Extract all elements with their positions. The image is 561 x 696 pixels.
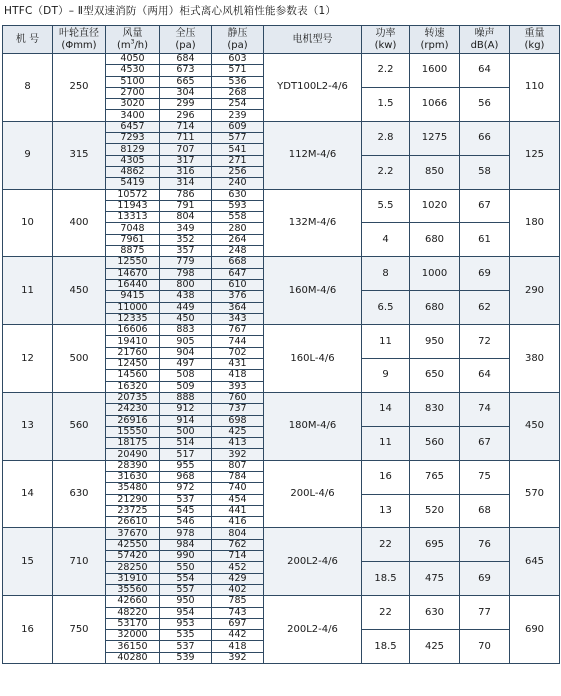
cell-total-pressure: 316 <box>160 166 212 177</box>
cell-impeller-diameter: 315 <box>53 121 106 189</box>
cell-airflow: 4305 <box>106 155 160 166</box>
cell-motor-model: 112M-4/6 <box>264 121 362 189</box>
header-weight-label: 重量 <box>524 27 545 39</box>
header-speed-label: 转速 <box>424 27 445 39</box>
cell-total-pressure: 317 <box>160 155 212 166</box>
cell-total-pressure: 517 <box>160 449 212 460</box>
cell-total-pressure: 550 <box>160 562 212 573</box>
cell-motor-model: 180M-4/6 <box>264 392 362 460</box>
cell-total-pressure: 786 <box>160 189 212 200</box>
cell-static-pressure: 280 <box>212 223 264 234</box>
cell-static-pressure: 442 <box>212 630 264 641</box>
cell-weight: 380 <box>510 325 560 393</box>
cell-total-pressure: 296 <box>160 110 212 121</box>
cell-airflow: 2700 <box>106 87 160 98</box>
cell-power: 8 <box>362 257 410 291</box>
cell-model-no: 12 <box>3 325 53 393</box>
header-weight-unit: (kg) <box>524 39 545 51</box>
page-title: HTFC（DT）– Ⅱ型双速消防（两用）柜式离心风机箱性能参数表（1） <box>4 5 337 17</box>
cell-airflow: 3020 <box>106 99 160 110</box>
cell-airflow: 28250 <box>106 562 160 573</box>
header-airflow-label: 风量 <box>122 27 143 39</box>
cell-impeller-diameter: 500 <box>53 325 106 393</box>
cell-airflow: 14670 <box>106 268 160 279</box>
cell-airflow: 5419 <box>106 178 160 189</box>
cell-static-pressure: 714 <box>212 551 264 562</box>
cell-model-no: 10 <box>3 189 53 257</box>
cell-model-no: 8 <box>3 54 53 122</box>
cell-noise: 68 <box>460 494 510 528</box>
cell-airflow: 37670 <box>106 528 160 539</box>
cell-airflow: 16440 <box>106 279 160 290</box>
cell-impeller-diameter: 630 <box>53 460 106 528</box>
cell-airflow: 16320 <box>106 381 160 392</box>
cell-static-pressure: 392 <box>212 449 264 460</box>
cell-airflow: 20490 <box>106 449 160 460</box>
cell-static-pressure: 452 <box>212 562 264 573</box>
cell-static-pressure: 762 <box>212 539 264 550</box>
cell-airflow: 4530 <box>106 65 160 76</box>
cell-static-pressure: 698 <box>212 415 264 426</box>
header-model-no-label: 机 号 <box>15 33 40 45</box>
cell-total-pressure: 953 <box>160 618 212 629</box>
cell-airflow: 8129 <box>106 144 160 155</box>
cell-speed: 560 <box>410 426 460 460</box>
cell-motor-model: 200L2-4/6 <box>264 596 362 664</box>
cell-speed: 520 <box>410 494 460 528</box>
cell-noise: 62 <box>460 291 510 325</box>
cell-airflow: 7048 <box>106 223 160 234</box>
header-impeller-label: 叶轮直径 <box>59 27 99 39</box>
cell-speed: 475 <box>410 562 460 596</box>
cell-power: 9 <box>362 359 410 393</box>
table-header <box>3 26 560 54</box>
cell-static-pressure: 431 <box>212 359 264 370</box>
cell-speed: 630 <box>410 596 460 630</box>
cell-noise: 67 <box>460 189 510 223</box>
cell-power: 22 <box>362 528 410 562</box>
table-row <box>3 596 560 607</box>
cell-airflow: 26610 <box>106 517 160 528</box>
cell-total-pressure: 514 <box>160 438 212 449</box>
cell-power: 2.8 <box>362 121 410 155</box>
cell-total-pressure: 299 <box>160 99 212 110</box>
cell-total-pressure: 537 <box>160 494 212 505</box>
cell-static-pressure: 413 <box>212 438 264 449</box>
cell-static-pressure: 376 <box>212 291 264 302</box>
cell-airflow: 24230 <box>106 404 160 415</box>
cell-power: 14 <box>362 392 410 426</box>
header-static-pressure <box>212 26 264 54</box>
header-row <box>3 26 560 54</box>
cell-static-pressure: 668 <box>212 257 264 268</box>
cell-impeller-diameter: 450 <box>53 257 106 325</box>
cell-motor-model: YDT100L2-4/6 <box>264 54 362 122</box>
header-impeller-unit: (Φmm) <box>61 39 97 51</box>
cell-weight: 125 <box>510 121 560 189</box>
cell-motor-model: 200L-4/6 <box>264 460 362 528</box>
cell-total-pressure: 314 <box>160 178 212 189</box>
cell-total-pressure: 904 <box>160 347 212 358</box>
cell-static-pressure: 418 <box>212 370 264 381</box>
cell-power: 18.5 <box>362 562 410 596</box>
cell-airflow: 5100 <box>106 76 160 87</box>
cell-static-pressure: 784 <box>212 471 264 482</box>
cell-total-pressure: 984 <box>160 539 212 550</box>
table-row <box>3 54 560 65</box>
cell-airflow: 13313 <box>106 212 160 223</box>
cell-noise: 66 <box>460 121 510 155</box>
cell-weight: 180 <box>510 189 560 257</box>
table-row <box>3 257 560 268</box>
cell-total-pressure: 914 <box>160 415 212 426</box>
cell-noise: 61 <box>460 223 510 257</box>
cell-model-no: 15 <box>3 528 53 596</box>
cell-total-pressure: 357 <box>160 246 212 257</box>
cell-total-pressure: 978 <box>160 528 212 539</box>
cell-total-pressure: 546 <box>160 517 212 528</box>
cell-noise: 75 <box>460 460 510 494</box>
cell-total-pressure: 972 <box>160 483 212 494</box>
cell-noise: 77 <box>460 596 510 630</box>
cell-power: 5.5 <box>362 189 410 223</box>
header-total-pressure-unit: (pa) <box>175 39 196 51</box>
cell-total-pressure: 539 <box>160 652 212 663</box>
header-noise-label: 噪声 <box>474 27 495 39</box>
cell-noise: 74 <box>460 392 510 426</box>
header-impeller <box>53 26 106 54</box>
cell-speed: 1000 <box>410 257 460 291</box>
cell-impeller-diameter: 400 <box>53 189 106 257</box>
cell-speed: 680 <box>410 223 460 257</box>
header-total-pressure <box>160 26 212 54</box>
header-total-pressure-label: 全压 <box>175 27 196 39</box>
cell-total-pressure: 912 <box>160 404 212 415</box>
cell-total-pressure: 537 <box>160 641 212 652</box>
cell-speed: 830 <box>410 392 460 426</box>
header-model-no <box>3 26 53 54</box>
cell-static-pressure: 364 <box>212 302 264 313</box>
cell-motor-model: 200L2-4/6 <box>264 528 362 596</box>
cell-static-pressure: 536 <box>212 76 264 87</box>
cell-motor-model: 132M-4/6 <box>264 189 362 257</box>
table-row <box>3 121 560 132</box>
cell-power: 16 <box>362 460 410 494</box>
cell-static-pressure: 593 <box>212 200 264 211</box>
cell-total-pressure: 954 <box>160 607 212 618</box>
cell-static-pressure: 264 <box>212 234 264 245</box>
header-airflow-unit: (m <box>116 39 131 51</box>
cell-speed: 1600 <box>410 54 460 88</box>
cell-static-pressure: 541 <box>212 144 264 155</box>
cell-airflow: 23725 <box>106 505 160 516</box>
cell-total-pressure: 545 <box>160 505 212 516</box>
header-airflow-unit-tail: /h) <box>134 39 149 51</box>
cell-total-pressure: 673 <box>160 65 212 76</box>
cell-power: 4 <box>362 223 410 257</box>
cell-airflow: 20735 <box>106 392 160 403</box>
cell-speed: 680 <box>410 291 460 325</box>
cell-noise: 72 <box>460 325 510 359</box>
cell-weight: 450 <box>510 392 560 460</box>
cell-total-pressure: 449 <box>160 302 212 313</box>
cell-total-pressure: 968 <box>160 471 212 482</box>
header-weight <box>510 26 560 54</box>
table-row <box>3 189 560 200</box>
cell-total-pressure: 509 <box>160 381 212 392</box>
cell-static-pressure: 785 <box>212 596 264 607</box>
cell-static-pressure: 268 <box>212 87 264 98</box>
cell-total-pressure: 352 <box>160 234 212 245</box>
cell-power: 13 <box>362 494 410 528</box>
cell-airflow: 18175 <box>106 438 160 449</box>
cell-airflow: 12335 <box>106 313 160 324</box>
cell-power: 6.5 <box>362 291 410 325</box>
cell-static-pressure: 454 <box>212 494 264 505</box>
cell-static-pressure: 429 <box>212 573 264 584</box>
table-row <box>3 460 560 471</box>
cell-impeller-diameter: 250 <box>53 54 106 122</box>
table-row <box>3 325 560 336</box>
cell-static-pressure: 343 <box>212 313 264 324</box>
cell-total-pressure: 497 <box>160 359 212 370</box>
cell-impeller-diameter: 560 <box>53 392 106 460</box>
cell-noise: 76 <box>460 528 510 562</box>
cell-total-pressure: 955 <box>160 460 212 471</box>
header-static-pressure-label: 静压 <box>227 27 248 39</box>
cell-airflow: 32000 <box>106 630 160 641</box>
cell-static-pressure: 743 <box>212 607 264 618</box>
cell-speed: 425 <box>410 630 460 664</box>
cell-static-pressure: 577 <box>212 133 264 144</box>
cell-speed: 950 <box>410 325 460 359</box>
cell-total-pressure: 798 <box>160 268 212 279</box>
cell-total-pressure: 888 <box>160 392 212 403</box>
cell-airflow: 7961 <box>106 234 160 245</box>
cell-airflow: 4862 <box>106 166 160 177</box>
cell-static-pressure: 630 <box>212 189 264 200</box>
cell-noise: 69 <box>460 257 510 291</box>
cell-airflow: 16606 <box>106 325 160 336</box>
cell-airflow: 12450 <box>106 359 160 370</box>
cell-static-pressure: 441 <box>212 505 264 516</box>
cell-weight: 110 <box>510 54 560 122</box>
cell-total-pressure: 508 <box>160 370 212 381</box>
cell-model-no: 14 <box>3 460 53 528</box>
cell-airflow: 57420 <box>106 551 160 562</box>
cell-static-pressure: 271 <box>212 155 264 166</box>
cell-noise: 56 <box>460 87 510 121</box>
cell-total-pressure: 711 <box>160 133 212 144</box>
cell-power: 22 <box>362 596 410 630</box>
cell-motor-model: 160L-4/6 <box>264 325 362 393</box>
cell-speed: 1275 <box>410 121 460 155</box>
cell-airflow: 12550 <box>106 257 160 268</box>
header-noise <box>460 26 510 54</box>
cell-model-no: 11 <box>3 257 53 325</box>
cell-power: 11 <box>362 426 410 460</box>
cell-noise: 69 <box>460 562 510 596</box>
table-row <box>3 528 560 539</box>
cell-static-pressure: 239 <box>212 110 264 121</box>
cell-static-pressure: 402 <box>212 584 264 595</box>
cell-impeller-diameter: 710 <box>53 528 106 596</box>
cell-static-pressure: 603 <box>212 54 264 65</box>
cell-airflow: 11943 <box>106 200 160 211</box>
cell-airflow: 10572 <box>106 189 160 200</box>
cell-static-pressure: 418 <box>212 641 264 652</box>
cell-static-pressure: 647 <box>212 268 264 279</box>
cell-total-pressure: 714 <box>160 121 212 132</box>
cell-total-pressure: 800 <box>160 279 212 290</box>
cell-total-pressure: 500 <box>160 426 212 437</box>
cell-weight: 570 <box>510 460 560 528</box>
cell-noise: 64 <box>460 359 510 393</box>
cell-airflow: 19410 <box>106 336 160 347</box>
cell-airflow: 6457 <box>106 121 160 132</box>
cell-noise: 64 <box>460 54 510 88</box>
cell-power: 11 <box>362 325 410 359</box>
header-power-label: 功率 <box>375 27 396 39</box>
cell-power: 2.2 <box>362 155 410 189</box>
header-noise-unit: dB(A) <box>470 39 499 51</box>
cell-static-pressure: 804 <box>212 528 264 539</box>
cell-speed: 1020 <box>410 189 460 223</box>
cell-airflow: 4050 <box>106 54 160 65</box>
cell-power: 18.5 <box>362 630 410 664</box>
cell-static-pressure: 416 <box>212 517 264 528</box>
cell-airflow: 9415 <box>106 291 160 302</box>
cell-static-pressure: 737 <box>212 404 264 415</box>
cell-total-pressure: 779 <box>160 257 212 268</box>
cell-airflow: 35480 <box>106 483 160 494</box>
cell-static-pressure: 609 <box>212 121 264 132</box>
cell-static-pressure: 392 <box>212 652 264 663</box>
header-airflow <box>106 26 160 54</box>
cell-power: 1.5 <box>362 87 410 121</box>
cell-airflow: 14560 <box>106 370 160 381</box>
cell-airflow: 8875 <box>106 246 160 257</box>
cell-static-pressure: 571 <box>212 65 264 76</box>
cell-total-pressure: 791 <box>160 200 212 211</box>
cell-airflow: 31630 <box>106 471 160 482</box>
header-power-unit: (kw) <box>374 39 397 51</box>
header-speed-unit: (rpm) <box>420 39 449 51</box>
cell-static-pressure: 558 <box>212 212 264 223</box>
cell-total-pressure: 707 <box>160 144 212 155</box>
cell-total-pressure: 804 <box>160 212 212 223</box>
cell-weight: 290 <box>510 257 560 325</box>
table-body <box>3 54 560 664</box>
cell-static-pressure: 248 <box>212 246 264 257</box>
cell-static-pressure: 767 <box>212 325 264 336</box>
cell-total-pressure: 950 <box>160 596 212 607</box>
cell-speed: 695 <box>410 528 460 562</box>
cell-weight: 690 <box>510 596 560 664</box>
cell-speed: 850 <box>410 155 460 189</box>
cell-motor-model: 160M-4/6 <box>264 257 362 325</box>
cell-airflow: 42550 <box>106 539 160 550</box>
cell-model-no: 13 <box>3 392 53 460</box>
header-static-pressure-unit: (pa) <box>227 39 248 51</box>
cell-noise: 67 <box>460 426 510 460</box>
header-motor-model-label: 电机型号 <box>292 33 333 45</box>
cell-power: 2.2 <box>362 54 410 88</box>
header-motor-model <box>264 26 362 54</box>
cell-model-no: 16 <box>3 596 53 664</box>
cell-static-pressure: 740 <box>212 483 264 494</box>
header-speed <box>410 26 460 54</box>
cell-static-pressure: 610 <box>212 279 264 290</box>
cell-total-pressure: 450 <box>160 313 212 324</box>
cell-noise: 70 <box>460 630 510 664</box>
cell-static-pressure: 702 <box>212 347 264 358</box>
cell-total-pressure: 883 <box>160 325 212 336</box>
cell-airflow: 28390 <box>106 460 160 471</box>
cell-airflow: 7293 <box>106 133 160 144</box>
cell-airflow: 42660 <box>106 596 160 607</box>
cell-static-pressure: 254 <box>212 99 264 110</box>
cell-airflow: 36150 <box>106 641 160 652</box>
cell-airflow: 21760 <box>106 347 160 358</box>
cell-static-pressure: 697 <box>212 618 264 629</box>
cell-static-pressure: 240 <box>212 178 264 189</box>
cell-speed: 765 <box>410 460 460 494</box>
cell-total-pressure: 554 <box>160 573 212 584</box>
cell-static-pressure: 807 <box>212 460 264 471</box>
cell-airflow: 15550 <box>106 426 160 437</box>
cell-airflow: 35560 <box>106 584 160 595</box>
cell-static-pressure: 256 <box>212 166 264 177</box>
table-row <box>3 392 560 403</box>
cell-static-pressure: 393 <box>212 381 264 392</box>
cell-speed: 1066 <box>410 87 460 121</box>
cell-total-pressure: 905 <box>160 336 212 347</box>
cell-airflow: 40280 <box>106 652 160 663</box>
cell-airflow: 26916 <box>106 415 160 426</box>
cell-total-pressure: 304 <box>160 87 212 98</box>
cell-model-no: 9 <box>3 121 53 189</box>
cell-speed: 650 <box>410 359 460 393</box>
header-airflow-sup: 3 <box>130 38 135 46</box>
cell-static-pressure: 760 <box>212 392 264 403</box>
cell-airflow: 48220 <box>106 607 160 618</box>
cell-total-pressure: 438 <box>160 291 212 302</box>
performance-table <box>2 25 560 664</box>
cell-airflow: 11000 <box>106 302 160 313</box>
cell-total-pressure: 990 <box>160 551 212 562</box>
header-power <box>362 26 410 54</box>
cell-total-pressure: 535 <box>160 630 212 641</box>
cell-total-pressure: 684 <box>160 54 212 65</box>
cell-static-pressure: 744 <box>212 336 264 347</box>
cell-total-pressure: 665 <box>160 76 212 87</box>
cell-airflow: 53170 <box>106 618 160 629</box>
cell-airflow: 3400 <box>106 110 160 121</box>
cell-airflow: 31910 <box>106 573 160 584</box>
cell-weight: 645 <box>510 528 560 596</box>
cell-impeller-diameter: 750 <box>53 596 106 664</box>
cell-static-pressure: 425 <box>212 426 264 437</box>
cell-total-pressure: 349 <box>160 223 212 234</box>
cell-total-pressure: 557 <box>160 584 212 595</box>
cell-airflow: 21290 <box>106 494 160 505</box>
cell-noise: 58 <box>460 155 510 189</box>
